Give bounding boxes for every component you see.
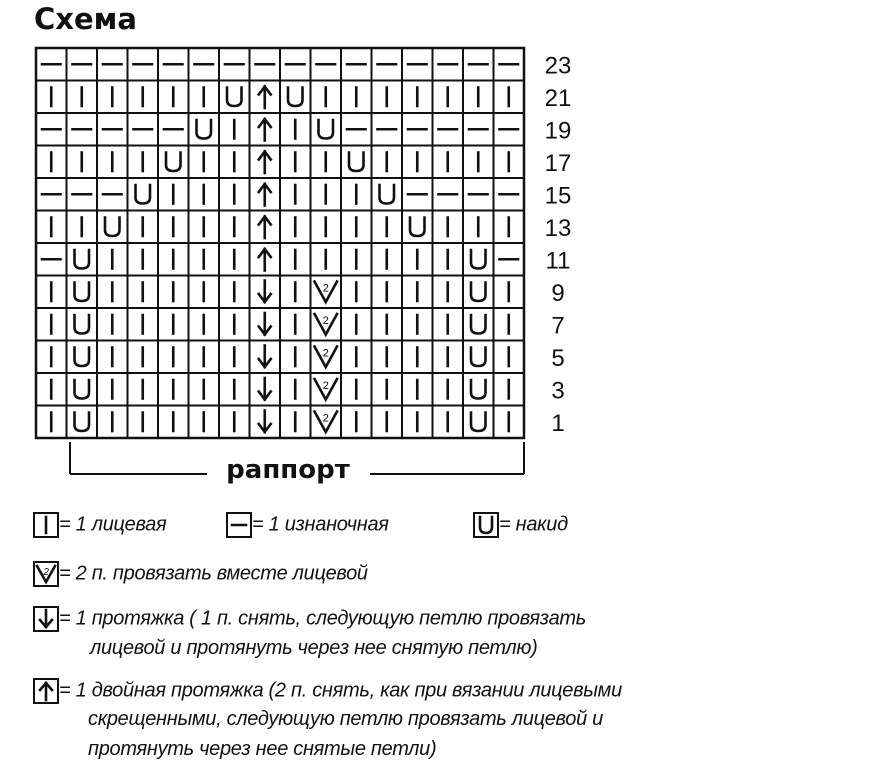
knit-cell xyxy=(36,406,67,439)
knit-cell xyxy=(433,341,464,374)
knit-cell xyxy=(341,211,372,244)
yarn-over-cell xyxy=(219,81,250,114)
knit-cell xyxy=(341,81,372,114)
knit-cell xyxy=(372,341,403,374)
svg-text:2: 2 xyxy=(322,315,329,327)
knit-cell xyxy=(158,308,189,341)
knit-cell xyxy=(128,308,159,341)
knit-cell xyxy=(36,146,67,179)
purl-cell xyxy=(189,48,220,81)
knit-cell xyxy=(311,178,342,211)
knit-cell xyxy=(128,341,159,374)
legend-ddec-text-cont2: протянуть через нее снятые петли) xyxy=(88,738,437,760)
legend-ddec-text-cont1: скрещенными, следующую петлю провязать лицевой и xyxy=(88,708,603,730)
knit-cell xyxy=(280,113,311,146)
knit-cell xyxy=(494,406,525,439)
purl-cell xyxy=(311,48,342,81)
yarn-over-cell xyxy=(372,178,403,211)
row-number: 15 xyxy=(544,182,572,210)
knit-cell xyxy=(433,243,464,276)
knit-cell xyxy=(219,211,250,244)
knit-cell xyxy=(219,178,250,211)
yarn-over-cell xyxy=(97,211,128,244)
knit-cell xyxy=(280,243,311,276)
knit-cell xyxy=(189,211,220,244)
purl-cell xyxy=(36,178,67,211)
yarn-over-cell xyxy=(67,406,98,439)
knit-cell xyxy=(494,341,525,374)
knit-cell xyxy=(67,211,98,244)
yarn-over-cell xyxy=(128,178,159,211)
knit-cell xyxy=(402,276,433,309)
legend-sdec-text: = 1 протяжка ( 1 п. снять, следующую петлю провязать xyxy=(59,607,586,630)
knit-cell xyxy=(219,146,250,179)
purl-cell xyxy=(372,113,403,146)
knit-cell xyxy=(341,243,372,276)
purl-cell xyxy=(67,48,98,81)
yarn-over-cell xyxy=(189,113,220,146)
knit-cell xyxy=(402,406,433,439)
knit-cell xyxy=(433,308,464,341)
purl-cell xyxy=(402,178,433,211)
legend-yo xyxy=(473,512,568,538)
purl-cell xyxy=(341,113,372,146)
row-number: 21 xyxy=(544,84,572,112)
yarn-over-cell xyxy=(158,146,189,179)
row-number: 1 xyxy=(551,409,565,437)
knit-cell xyxy=(402,146,433,179)
legend-sdec-text-cont: лицевой и протянуть через нее снятую петлю) xyxy=(90,637,538,659)
row-numbers xyxy=(545,52,572,437)
knit-cell xyxy=(341,406,372,439)
yarn-over-cell xyxy=(463,373,494,406)
purl-cell xyxy=(97,178,128,211)
chart-title: Схема xyxy=(34,2,137,36)
knit-cell xyxy=(219,406,250,439)
knit-cell xyxy=(311,81,342,114)
single-decrease-cell xyxy=(250,276,281,309)
purl-cell xyxy=(128,113,159,146)
legend-yo-text: = накид xyxy=(499,513,568,536)
knit-cell xyxy=(36,308,67,341)
knit-cell xyxy=(219,243,250,276)
legend-ddec-text: = 1 двойная протяжка (2 п. снять, как при вязании лицевыми xyxy=(59,679,622,702)
row-number: 19 xyxy=(544,117,572,145)
knit-cell xyxy=(341,178,372,211)
yarn-over-cell xyxy=(67,308,98,341)
purl-cell xyxy=(97,113,128,146)
knit-cell xyxy=(280,178,311,211)
chart-grid xyxy=(36,48,524,438)
legend-knit-text: = 1 лицевая xyxy=(59,513,167,536)
single-decrease-cell xyxy=(250,308,281,341)
knit-cell xyxy=(67,146,98,179)
yarn-over-cell xyxy=(463,276,494,309)
knit-cell xyxy=(494,308,525,341)
double-decrease-cell xyxy=(250,113,281,146)
purl-cell xyxy=(158,48,189,81)
knit-cell xyxy=(341,276,372,309)
single-decrease-symbol-icon xyxy=(33,606,59,632)
knit-cell xyxy=(311,243,342,276)
knit-cell xyxy=(280,341,311,374)
knit-cell xyxy=(433,406,464,439)
knit-cell xyxy=(463,146,494,179)
purl-cell xyxy=(341,48,372,81)
k2tog-cell xyxy=(311,341,342,374)
knit-cell xyxy=(97,308,128,341)
knit-cell xyxy=(158,243,189,276)
knit-cell xyxy=(280,211,311,244)
yarn-over-cell xyxy=(463,243,494,276)
double-decrease-cell xyxy=(250,146,281,179)
knit-cell xyxy=(189,406,220,439)
yarn-over-cell xyxy=(463,308,494,341)
knit-cell xyxy=(372,406,403,439)
knit-cell xyxy=(433,276,464,309)
purl-cell xyxy=(402,113,433,146)
knit-cell xyxy=(280,146,311,179)
yarn-over-cell xyxy=(341,146,372,179)
legend-k2tog-text: = 2 п. провязать вместе лицевой xyxy=(59,562,368,585)
purl-cell xyxy=(494,243,525,276)
knit-cell xyxy=(311,211,342,244)
yarn-over-cell xyxy=(67,373,98,406)
knit-cell xyxy=(128,146,159,179)
yarn-over-symbol-icon xyxy=(473,512,499,538)
knit-cell xyxy=(158,211,189,244)
purl-cell xyxy=(36,113,67,146)
knit-cell xyxy=(341,308,372,341)
knit-cell xyxy=(189,341,220,374)
legend-purl xyxy=(226,512,389,538)
yarn-over-cell xyxy=(280,81,311,114)
svg-text:2: 2 xyxy=(322,347,329,360)
purl-cell xyxy=(250,48,281,81)
yarn-over-cell xyxy=(311,113,342,146)
knit-cell xyxy=(128,276,159,309)
purl-cell xyxy=(402,48,433,81)
knit-cell xyxy=(97,276,128,309)
knit-cell xyxy=(128,81,159,114)
purl-symbol-icon xyxy=(226,512,252,538)
knit-cell xyxy=(280,276,311,309)
knit-cell xyxy=(402,341,433,374)
svg-text:2: 2 xyxy=(322,380,329,392)
knit-cell xyxy=(219,341,250,374)
purl-cell xyxy=(36,243,67,276)
knit-cell xyxy=(280,308,311,341)
knit-cell xyxy=(97,373,128,406)
purl-cell xyxy=(36,48,67,81)
purl-cell xyxy=(67,113,98,146)
knit-cell xyxy=(402,243,433,276)
purl-cell xyxy=(280,48,311,81)
knit-cell xyxy=(97,406,128,439)
yarn-over-cell xyxy=(67,341,98,374)
knit-cell xyxy=(158,373,189,406)
single-decrease-cell xyxy=(250,341,281,374)
knit-cell xyxy=(219,308,250,341)
double-decrease-cell xyxy=(250,178,281,211)
knit-cell xyxy=(463,81,494,114)
knit-cell xyxy=(189,146,220,179)
purl-cell xyxy=(494,48,525,81)
knit-cell xyxy=(433,211,464,244)
knit-cell xyxy=(189,178,220,211)
legend-k2tog xyxy=(33,561,368,587)
knit-cell xyxy=(36,373,67,406)
k2tog-cell xyxy=(311,276,342,309)
purl-cell xyxy=(463,178,494,211)
knit-cell xyxy=(128,211,159,244)
row-number: 9 xyxy=(551,279,565,307)
knit-cell xyxy=(372,373,403,406)
knit-cell xyxy=(36,341,67,374)
yarn-over-cell xyxy=(463,341,494,374)
knit-cell xyxy=(494,276,525,309)
purl-cell xyxy=(463,113,494,146)
row-number: 13 xyxy=(544,214,572,242)
knit-cell xyxy=(97,81,128,114)
purl-cell xyxy=(433,48,464,81)
purl-cell xyxy=(494,113,525,146)
knit-cell xyxy=(189,276,220,309)
knit-cell xyxy=(372,276,403,309)
repeat-bracket xyxy=(70,442,524,485)
knit-cell xyxy=(219,113,250,146)
k2tog-symbol-icon xyxy=(33,561,59,587)
k2tog-cell xyxy=(311,373,342,406)
legend-purl-text: = 1 изнаночная xyxy=(252,513,389,536)
knit-cell xyxy=(402,373,433,406)
knit-cell xyxy=(158,406,189,439)
knit-cell xyxy=(372,146,403,179)
legend-ddec xyxy=(33,678,622,704)
knit-cell xyxy=(280,373,311,406)
legend-sdec xyxy=(33,606,586,632)
double-decrease-cell xyxy=(250,243,281,276)
knit-cell xyxy=(128,373,159,406)
k2tog-cell xyxy=(311,308,342,341)
knit-cell xyxy=(372,308,403,341)
single-decrease-cell xyxy=(250,406,281,439)
double-decrease-cell xyxy=(250,81,281,114)
yarn-over-cell xyxy=(463,406,494,439)
knit-cell xyxy=(36,81,67,114)
knit-cell xyxy=(219,276,250,309)
knit-cell xyxy=(36,211,67,244)
purl-cell xyxy=(128,48,159,81)
row-number: 5 xyxy=(551,344,565,372)
knit-symbol-icon xyxy=(33,512,59,538)
knit-cell xyxy=(494,81,525,114)
purl-cell xyxy=(433,113,464,146)
knit-cell xyxy=(189,81,220,114)
knit-cell xyxy=(463,211,494,244)
row-number: 3 xyxy=(551,377,565,405)
knit-cell xyxy=(189,243,220,276)
legend-knit xyxy=(33,512,166,538)
knit-cell xyxy=(372,81,403,114)
knit-cell xyxy=(189,373,220,406)
yarn-over-cell xyxy=(67,243,98,276)
knit-cell xyxy=(158,81,189,114)
knit-cell xyxy=(311,146,342,179)
knit-cell xyxy=(158,341,189,374)
yarn-over-cell xyxy=(67,276,98,309)
row-number: 23 xyxy=(544,52,572,80)
knit-cell xyxy=(433,81,464,114)
purl-cell xyxy=(158,113,189,146)
knit-cell xyxy=(402,81,433,114)
row-number: 11 xyxy=(545,247,571,275)
purl-cell xyxy=(67,178,98,211)
knit-cell xyxy=(341,373,372,406)
knit-cell xyxy=(494,146,525,179)
svg-text:2: 2 xyxy=(43,567,49,578)
repeat-label: раппорт xyxy=(226,455,350,485)
single-decrease-cell xyxy=(250,373,281,406)
purl-cell xyxy=(97,48,128,81)
knit-cell xyxy=(97,146,128,179)
knit-cell xyxy=(402,308,433,341)
k2tog-cell xyxy=(311,406,342,439)
knit-cell xyxy=(97,341,128,374)
purl-cell xyxy=(372,48,403,81)
knit-cell xyxy=(67,81,98,114)
knit-cell xyxy=(128,406,159,439)
svg-text:2: 2 xyxy=(322,412,329,425)
knit-cell xyxy=(494,373,525,406)
svg-text:2: 2 xyxy=(322,282,329,295)
knit-cell xyxy=(494,211,525,244)
purl-cell xyxy=(219,48,250,81)
purl-cell xyxy=(463,48,494,81)
knit-cell xyxy=(158,178,189,211)
knit-cell xyxy=(189,308,220,341)
knit-cell xyxy=(433,146,464,179)
knit-cell xyxy=(372,211,403,244)
row-number: 17 xyxy=(544,149,572,177)
knit-cell xyxy=(372,243,403,276)
double-decrease-symbol-icon xyxy=(33,678,59,704)
knit-cell xyxy=(158,276,189,309)
knit-cell xyxy=(341,341,372,374)
knit-cell xyxy=(280,406,311,439)
knit-cell xyxy=(219,373,250,406)
double-decrease-cell xyxy=(250,211,281,244)
yarn-over-cell xyxy=(402,211,433,244)
knit-cell xyxy=(97,243,128,276)
knit-cell xyxy=(128,243,159,276)
knit-cell xyxy=(433,373,464,406)
knit-cell xyxy=(36,276,67,309)
row-number: 7 xyxy=(551,312,565,340)
purl-cell xyxy=(433,178,464,211)
purl-cell xyxy=(494,178,525,211)
